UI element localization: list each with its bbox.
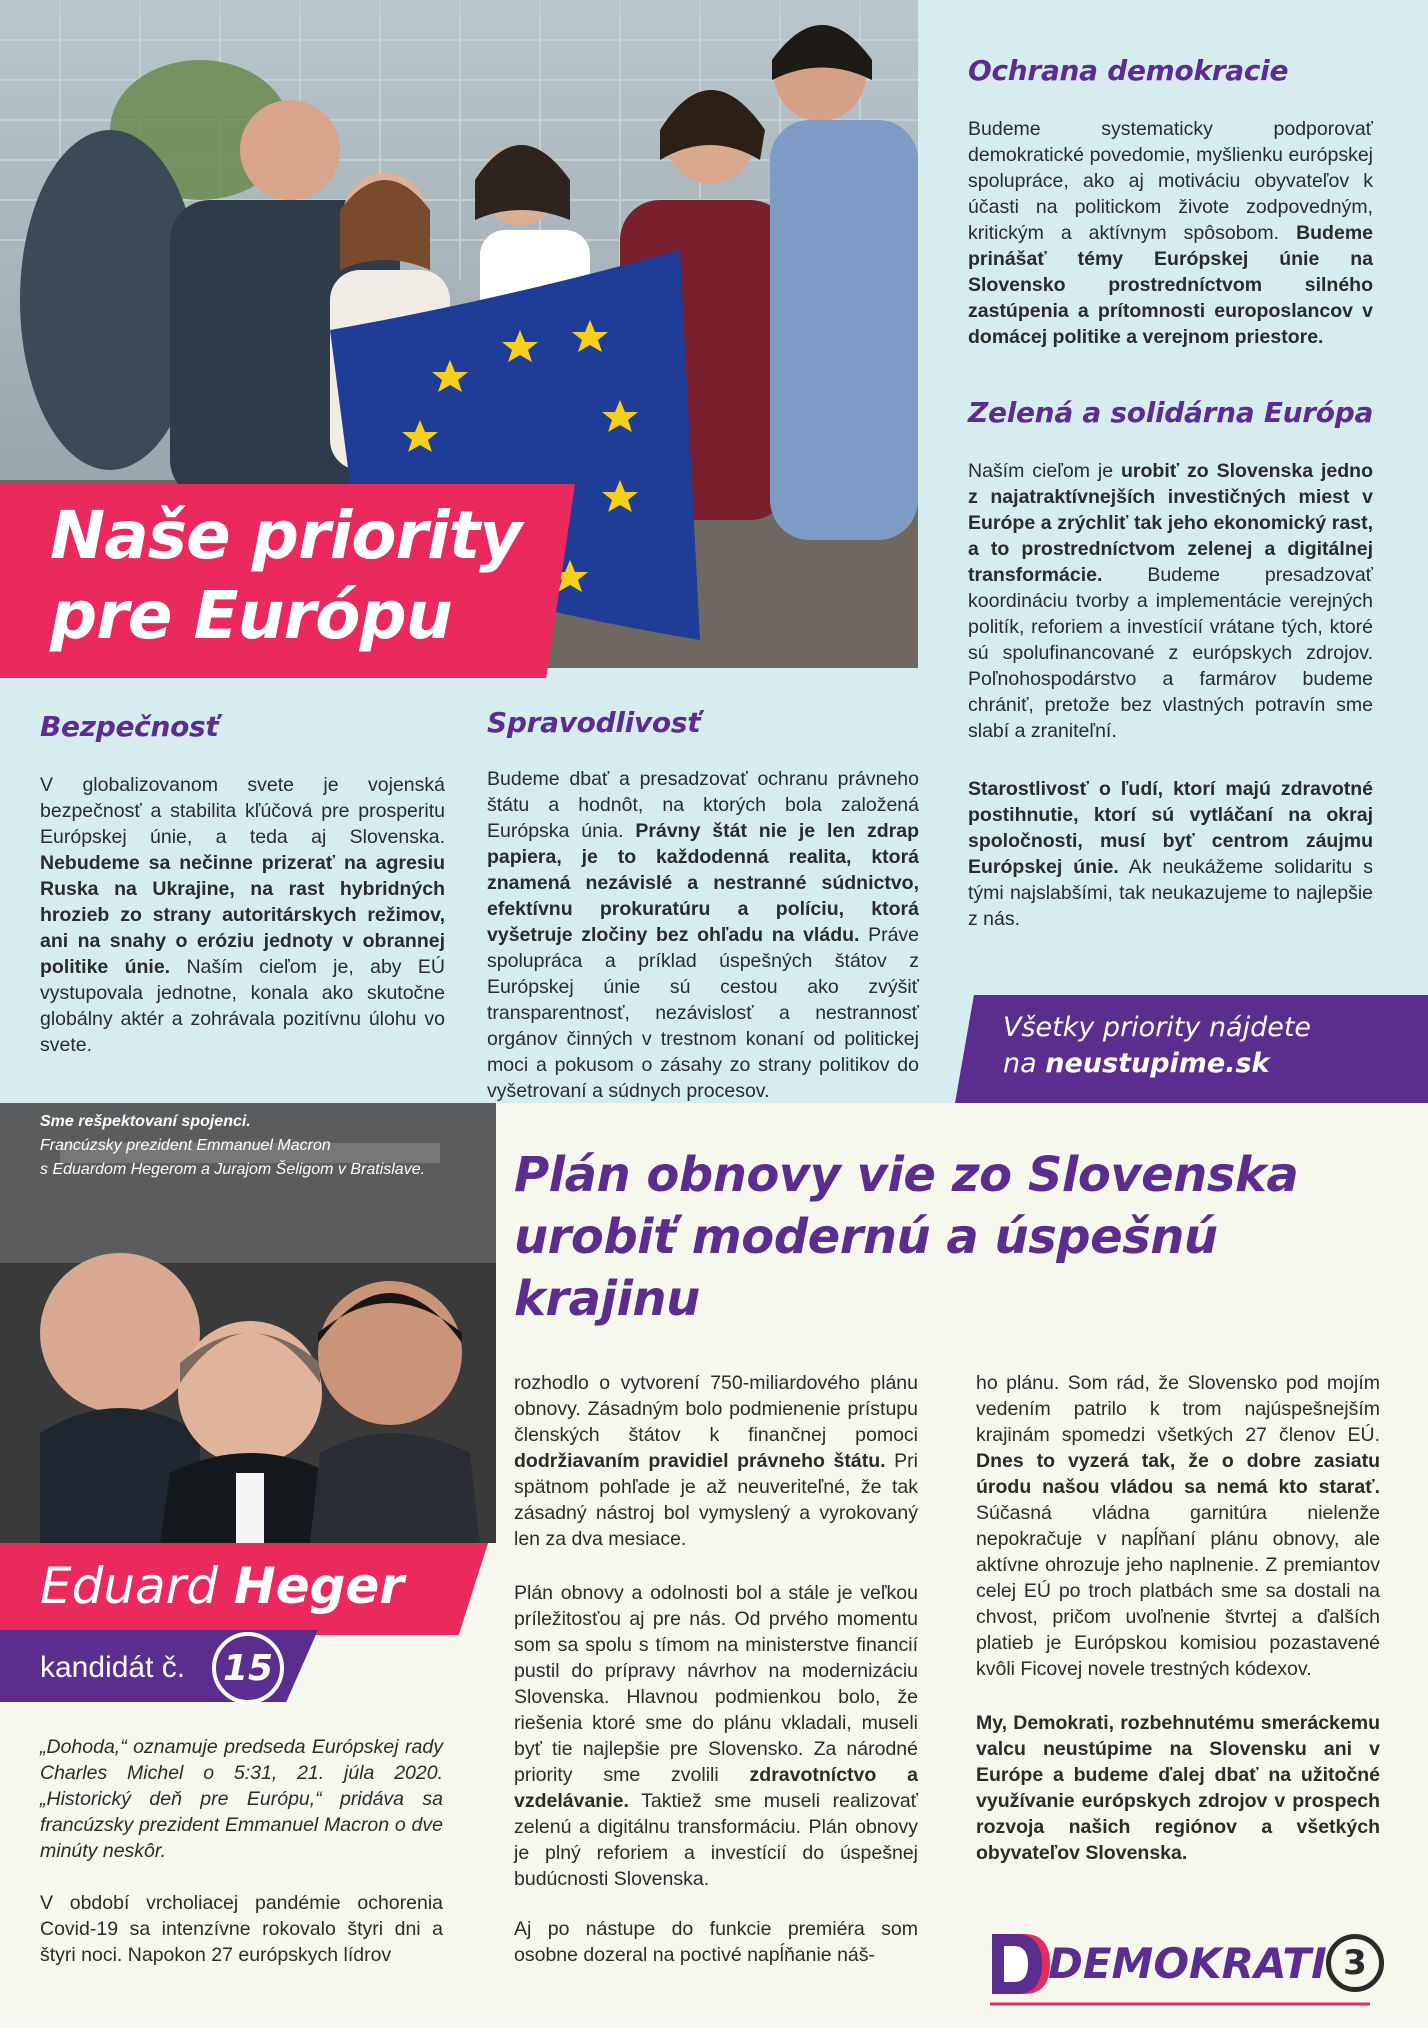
candidate-label: kandidát č. bbox=[40, 1651, 186, 1684]
page-title-line1: Naše priority bbox=[50, 497, 522, 574]
article-title-line2: urobiť modernú a úspešnú bbox=[514, 1209, 1218, 1265]
heading-bezpecnost: Bezpečnosť bbox=[40, 710, 219, 743]
ballot-number-badge: 3 bbox=[1326, 1934, 1384, 1992]
caption-line3: s Eduardom Hegerom a Jurajom Šeligom v Bratislave. bbox=[40, 1161, 426, 1178]
priorities-link-text[interactable] bbox=[1003, 1010, 1423, 1082]
page-title-line2: pre Európu bbox=[50, 577, 452, 654]
article-col2-p3: Aj po nástupe do funkcie premiéra som osobne dozeral na poctivé napĺňanie náš- bbox=[514, 1918, 918, 1966]
text-spravodlivost: Budeme dbať a presadzovať ochranu právneho štátu a hodnôt, na ktorých bola založená Európska únia. Právny štát nie je len zdrap papiera, je to každodenná realita, ktorá znamená nezávislé a nestranné súdnictvo, efektívnu prokuratúru a políciu, ktorá vyšetruje zločiny bez ohľadu na vládu. Práve spolupráca a príklad úspešných štátov z Európskej únie sú cestou ako zvýšiť transparentnosť, nezávislosť a nestrannosť orgánov činných v trestnom konaní od politickej moci a pokusom o zásahy zo strany politikov do vyšetrovaní a súdnych procesov. bbox=[487, 768, 920, 1102]
article-col1-quote: „Dohoda,“ oznamuje predseda Európskej rady Charles Michel o 5:31, 21. júla 2020. „Historický deň pre Európu,“ pridáva sa francúzsky prezident Emmanuel Macron o dve minúty neskôr. bbox=[40, 1736, 443, 1862]
candidate-last-name: Heger bbox=[233, 1557, 404, 1615]
heading-spravodlivost: Spravodlivosť bbox=[487, 706, 701, 739]
caption-line2: Francúzsky prezident Emmanuel Macron bbox=[40, 1137, 331, 1154]
photo-caption bbox=[40, 1110, 480, 1182]
candidate-first-name: Eduard bbox=[40, 1557, 218, 1615]
article-col3-p2: My, Demokrati, rozbehnutému smeráckemu valcu neustúpime na Slovensku ani v Európe a budeme ďalej dbať na užitočné využívanie európskych zdrojov v prospech rozvoja našich regiónov a všetkých obyvateľov Slovenska. bbox=[976, 1712, 1380, 1864]
demokrati-logo bbox=[950, 1912, 1390, 2012]
article-title bbox=[514, 1144, 1394, 1330]
article-title-line3: krajinu bbox=[514, 1271, 700, 1327]
candidate-name bbox=[40, 1548, 404, 1624]
text-bezpecnost: V globalizovanom svete je vojenská bezpečnosť a stabilita kľúčová pre prosperitu Európskej únie, a teda aj Slovenska. Nebudeme sa nečinne prizerať na agresiu Ruska na Ukrajine, na rast hybridných hrozieb zo strany autoritárskych režimov, ani na snahy o eróziu jednoty v obrannej politike únie. Naším cieľom je, aby EÚ vystupovala jednotne, konala ako skutočne globálny aktér a zohrávala pozitívnu úlohu vo svete. bbox=[40, 774, 445, 1056]
neustupime-link[interactable]: neustupime.sk bbox=[1045, 1048, 1270, 1079]
article-title-line1: Plán obnovy vie zo Slovenska bbox=[514, 1147, 1299, 1203]
text-zelena-europa-p1: Naším cieľom je urobiť zo Slovenska jedno z najatraktívnejších investičných miest v Európe a zrýchliť tak jeho ekonomický rast, a to prostredníctvom zelenej a digitálnej transformácie. Budeme presadzovať koordináciu tvorby a implementácie verejných politík, reforiem a investícií vrátane tých, ktoré sú spolufinancované z európskych zdrojov. Poľnohospodárstvo a farmárov budeme chrániť, pretože bez vlastných potravín sme slabí a zraniteľní. bbox=[968, 460, 1373, 742]
candidate-number-badge: 15 bbox=[212, 1632, 284, 1704]
heading-zelena-europa: Zelená a solidárna Európa bbox=[968, 396, 1374, 429]
text-zelena-europa-p2: Starostlivosť o ľudí, ktorí majú zdravotné postihnutie, ktorí sú vytláčaní na okraj spoločnosti, musí byť centrom záujmu Európskej únie. Ak neukážeme solidaritu s tými najslabšími, tak neukazujeme to najlepšie z nás. bbox=[968, 778, 1374, 930]
logo-wordmark: DEMOKRATI bbox=[1048, 1939, 1327, 1988]
article-col2-p2: Plán obnovy a odolnosti bol a stále je veľkou príležitosťou aj pre nás. Od prvého momentu som sa spolu s tímom na ministerstve financií pustil do prípravy návrhov na modernizáciu Slovenska. Hlavnou podmienkou bolo, že riešenia ktoré sme do plánu vkladali, museli byť tie najlepšie pre Slovensko. Za národné priority sme zvolili zdravotníctvo a vzdelávanie. Taktiež sme museli realizovať zelenú a digitálnu transformáciu. Plán obnovy je plný reforiem a investícií do úspešnej budúcnosti Slovenska. bbox=[514, 1582, 918, 1890]
article-col3-p1: ho plánu. Som rád, že Slovensko pod mojím vedením patrilo k trom najúspešnejším krajinám spomedzi všetkých 27 členov EÚ. Dnes to vyzerá tak, že o dobre zasiatu úrodu našou vládou sa nemá kto starať. Súčasná vládna garnitúra nielenže nepokračuje v napĺňaní plánu obnovy, ale aktívne ohrozuje jeho naplnenie. Z premiantov celej EÚ po troch platbách sme sa dostali na chvost, pričom uvoľnenie štvrtej a ďalších platieb je Európskou komisiou pozastavené kvôli Ficovej novele trestných kódexov. bbox=[976, 1372, 1380, 1680]
article-col1-p2: V období vrcholiacej pandémie ochorenia Covid-19 sa intenzívne rokovalo štyri dni a štyri noci. Napokon 27 európskych lídrov bbox=[40, 1892, 443, 1966]
page-title bbox=[50, 496, 570, 656]
cta-line2: na neustupime.sk bbox=[1003, 1048, 1270, 1079]
article-col2-p1: rozhodlo o vytvorení 750-miliardového plánu obnovy. Zásadným bolo podmienenie prístupu členských štátov k finančnej pomoci dodržiavaním pravidiel právneho štátu. Pri spätnom pohľade je až neuveriteľné, že tak zásadný nástroj bol vymyslený a vyrokovaný len za dva mesiace. bbox=[514, 1372, 919, 1550]
text-ochrana-demokracie: Budeme systematicky podporovať demokratické povedomie, myšlienku európskej spolupráce, ako aj motiváciu obyvateľov k účasti na politickom živote zodpovedným, kritickým a aktívnym spôsobom. Budeme prinášať témy Európskej únie na Slovensko prostredníctvom silného zastúpenia a prítomnosti europoslancov v domácej politike a verejnom priestore. bbox=[968, 118, 1373, 348]
heading-ochrana-demokracie: Ochrana demokracie bbox=[968, 54, 1289, 87]
caption-headline: Sme rešpektovaní spojenci. bbox=[40, 1113, 251, 1130]
cta-line1: Všetky priority nájdete bbox=[1003, 1012, 1312, 1043]
